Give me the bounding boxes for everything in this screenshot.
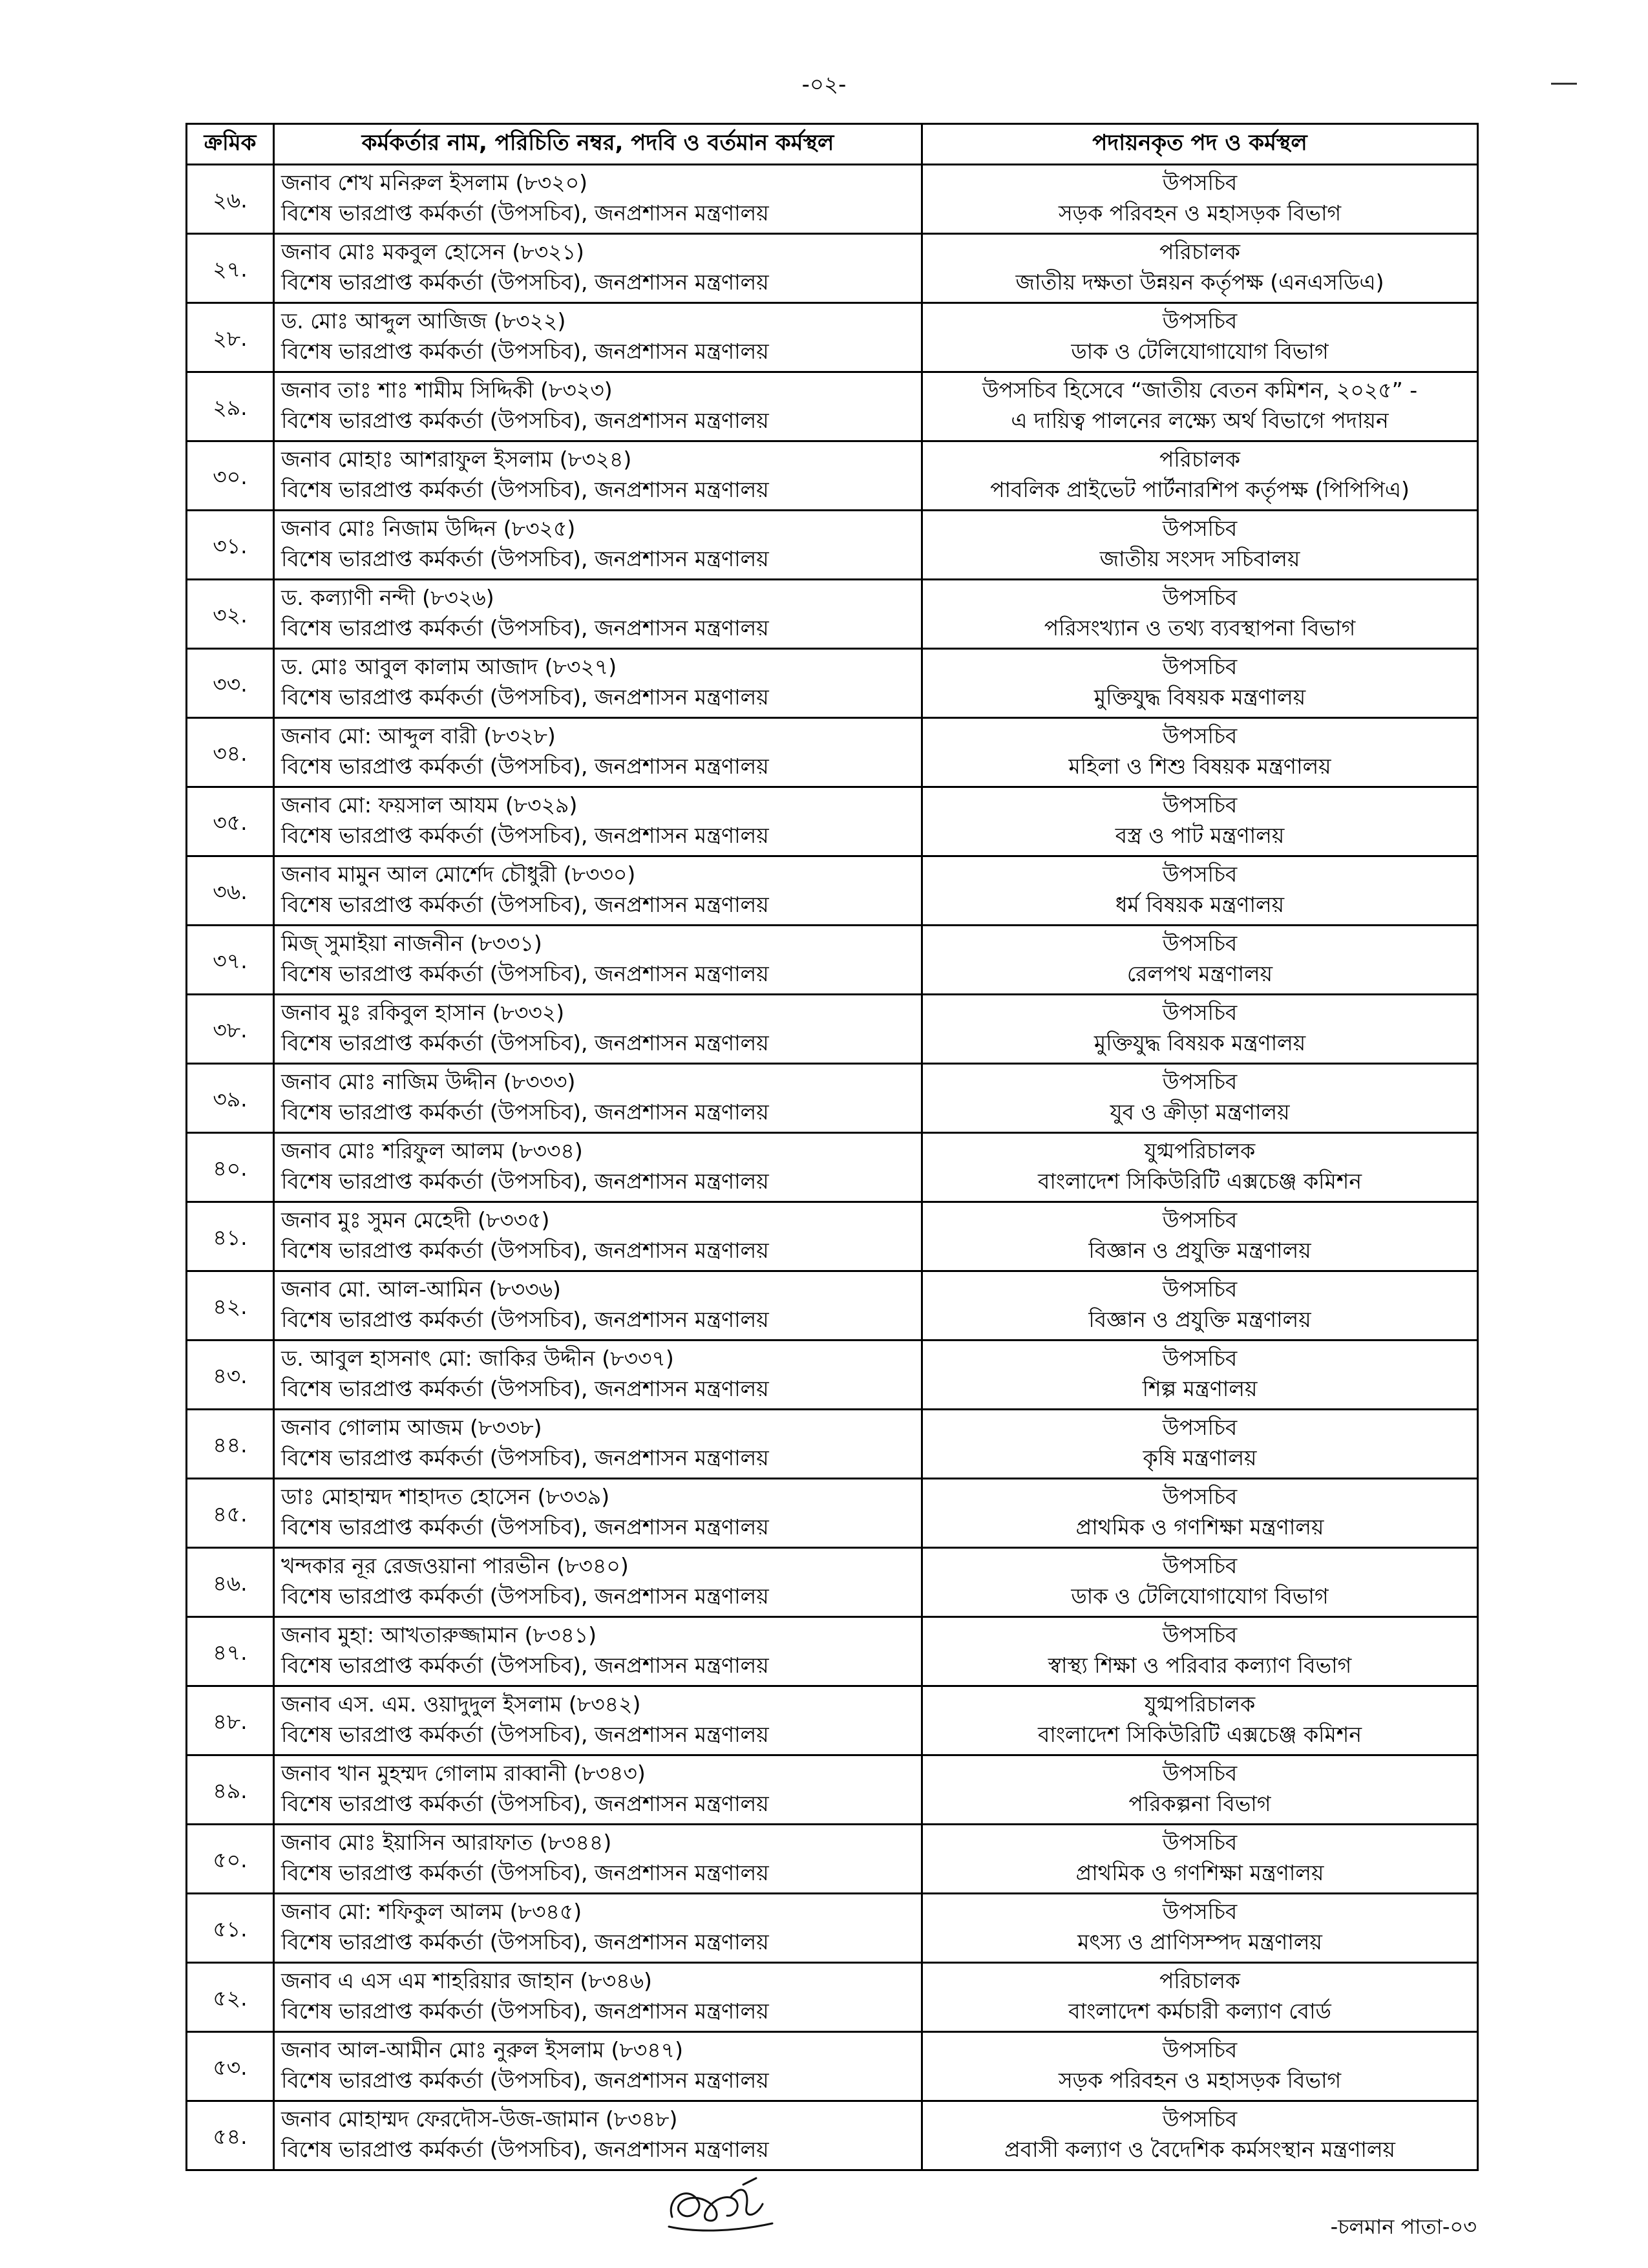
officer-designation: বিশেষ ভারপ্রাপ্ত কর্মকর্তা (উপসচিব), জনপ্রশাসন মন্ত্রণালয় [281, 477, 769, 502]
table-row [187, 649, 1478, 718]
officer-name: ড. মোঃ আব্দুল আজিজ (৮৩২২) [281, 308, 566, 334]
posted-workplace: জাতীয় দক্ষতা উন্নয়ন কর্তৃপক্ষ (এনএসডিএ) [1015, 270, 1384, 295]
table-row [187, 1686, 1478, 1755]
posted-designation: উপসচিব [1162, 308, 1238, 334]
officer-name: জনাব মামুন আল মোর্শেদ চৌধুরী (৮৩৩০) [281, 862, 636, 887]
posted-designation: উপসচিব [1162, 1484, 1238, 1509]
table-row [187, 1617, 1478, 1686]
posting-cell [922, 1825, 1478, 1894]
table-row [187, 511, 1478, 580]
officer-designation: বিশেষ ভারপ্রাপ্ত কর্মকর্তা (উপসচিব), জনপ্রশাসন মন্ত্রণালয় [281, 2137, 769, 2162]
table-row [187, 2032, 1478, 2101]
table-row [187, 1755, 1478, 1825]
table-row [187, 718, 1478, 787]
posted-designation: যুগ্মপরিচালক [1144, 1138, 1256, 1163]
officer-cell [274, 1548, 922, 1617]
officer-name: জনাব খান মুহম্মদ গোলাম রাব্বানী (৮৩৪৩) [281, 1761, 646, 1786]
row-serial: ৫১. [187, 1894, 274, 1963]
posted-designation: উপসচিব [1162, 1553, 1238, 1578]
posting-cell [922, 1133, 1478, 1202]
posted-workplace: যুব ও ক্রীড়া মন্ত্রণালয় [1110, 1099, 1290, 1125]
posted-workplace: মৎস্য ও প্রাণিসম্পদ মন্ত্রণালয় [1077, 1929, 1322, 1955]
officer-name: জনাব মোঃ নিজাম উদ্দিন (৮৩২৫) [281, 516, 576, 541]
table-row [187, 1341, 1478, 1410]
posted-designation: উপসচিব [1162, 1346, 1238, 1371]
officer-cell [274, 2032, 922, 2101]
officer-cell [274, 234, 922, 303]
officer-designation: বিশেষ ভারপ্রাপ্ত কর্মকর্তা (উপসচিব), জনপ্রশাসন মন্ত্রণালয় [281, 1169, 769, 1194]
officer-designation: বিশেষ ভারপ্রাপ্ত কর্মকর্তা (উপসচিব), জনপ্রশাসন মন্ত্রণালয় [281, 1998, 769, 2024]
officer-name: জনাব এ এস এম শাহরিয়ার জাহান (৮৩৪৬) [281, 1968, 652, 1993]
posted-designation: উপসচিব [1162, 1415, 1238, 1440]
posting-cell [922, 1548, 1478, 1617]
table-row [187, 787, 1478, 856]
posted-designation: উপসচিব [1162, 1069, 1238, 1094]
posted-designation: যুগ্মপরিচালক [1144, 1691, 1256, 1717]
page-number: -০২- [801, 72, 847, 98]
posted-workplace: বাংলাদেশ কর্মচারী কল্যাণ বোর্ড [1068, 1998, 1331, 2024]
posted-designation: পরিচালক [1159, 1968, 1241, 1993]
row-serial: ৩০. [187, 441, 274, 511]
posting-cell [922, 165, 1478, 234]
row-serial: ৪৩. [187, 1341, 274, 1410]
posting-cell [922, 1202, 1478, 1271]
posted-workplace: সড়ক পরিবহন ও মহাসড়ক বিভাগ [1058, 200, 1342, 226]
posting-cell [922, 1410, 1478, 1479]
posting-cell [922, 856, 1478, 926]
posted-workplace: বিজ্ঞান ও প্রযুক্তি মন্ত্রণালয় [1088, 1238, 1311, 1263]
table-row [187, 234, 1478, 303]
officer-name: জনাব এস. এম. ওয়াদুদুল ইসলাম (৮৩৪২) [281, 1691, 641, 1717]
officer-cell [274, 1410, 922, 1479]
officer-name: ডাঃ মোহাম্মদ শাহাদত হোসেন (৮৩৩৯) [281, 1484, 610, 1509]
table-row [187, 580, 1478, 649]
posting-cell [922, 1894, 1478, 1963]
officer-designation: বিশেষ ভারপ্রাপ্ত কর্মকর্তা (উপসচিব), জনপ্রশাসন মন্ত্রণালয় [281, 408, 769, 433]
header-officer: কর্মকর্তার নাম, পরিচিতি নম্বর, পদবি ও বর্তমান কর্মস্থল [274, 124, 922, 165]
posted-designation: উপসচিব [1162, 1830, 1238, 1855]
officer-name: মিজ্ সুমাইয়া নাজনীন (৮৩৩১) [281, 931, 542, 956]
posting-cell [922, 1064, 1478, 1133]
posting-cell [922, 372, 1478, 441]
header-posting: পদায়নকৃত পদ ও কর্মস্থল [922, 124, 1478, 165]
officer-cell [274, 2101, 922, 2170]
officer-name: জনাব মোঃ নাজিম উদ্দীন (৮৩৩৩) [281, 1069, 576, 1094]
officer-posting-table [185, 123, 1479, 2171]
row-serial: ৩৮. [187, 995, 274, 1064]
posted-workplace: বিজ্ঞান ও প্রযুক্তি মন্ত্রণালয় [1088, 1307, 1311, 1332]
posted-workplace: কৃষি মন্ত্রণালয় [1143, 1445, 1257, 1470]
posting-cell [922, 1271, 1478, 1341]
officer-designation: বিশেষ ভারপ্রাপ্ত কর্মকর্তা (উপসচিব), জনপ্রশাসন মন্ত্রণালয় [281, 1791, 769, 1816]
posted-workplace: প্রাথমিক ও গণশিক্ষা মন্ত্রণালয় [1075, 1514, 1324, 1540]
officer-designation: বিশেষ ভারপ্রাপ্ত কর্মকর্তা (উপসচিব), জনপ্রশাসন মন্ত্রণালয় [281, 1307, 769, 1332]
officer-designation: বিশেষ ভারপ্রাপ্ত কর্মকর্তা (উপসচিব), জনপ্রশাসন মন্ত্রণালয় [281, 1238, 769, 1263]
officer-cell [274, 995, 922, 1064]
posted-workplace: বস্ত্র ও পাট মন্ত্রণালয় [1115, 823, 1285, 848]
posted-designation: উপসচিব [1162, 1899, 1238, 1924]
officer-name: জনাব তাঃ শাঃ শামীম সিদ্দিকী (৮৩২৩) [281, 377, 613, 403]
officer-name: জনাব মুঃ সুমন মেহেদী (৮৩৩৫) [281, 1207, 550, 1233]
posted-designation: উপসচিব [1162, 723, 1238, 748]
table-row [187, 441, 1478, 511]
posted-workplace: বাংলাদেশ সিকিউরিটি এক্সচেঞ্জ কমিশন [1037, 1169, 1362, 1194]
officer-designation: বিশেষ ভারপ্রাপ্ত কর্মকর্তা (উপসচিব), জনপ্রশাসন মন্ত্রণালয় [281, 754, 769, 779]
posted-workplace: ডাক ও টেলিযোগাযোগ বিভাগ [1071, 339, 1329, 364]
posted-workplace: মুক্তিযুদ্ধ বিষয়ক মন্ত্রণালয় [1093, 1030, 1306, 1055]
row-serial: ৫০. [187, 1825, 274, 1894]
officer-designation: বিশেষ ভারপ্রাপ্ত কর্মকর্তা (উপসচিব), জনপ্রশাসন মন্ত্রণালয় [281, 1929, 769, 1955]
officer-name: জনাব মো. আল-আমিন (৮৩৩৬) [281, 1277, 561, 1302]
row-serial: ৩৫. [187, 787, 274, 856]
officer-cell [274, 372, 922, 441]
table-row [187, 1894, 1478, 1963]
posting-cell [922, 649, 1478, 718]
officer-name: ড. মোঃ আবুল কালাম আজাদ (৮৩২৭) [281, 654, 617, 679]
officer-name: জনাব মো: শফিকুল আলম (৮৩৪৫) [281, 1899, 582, 1924]
table-header-row [187, 124, 1478, 165]
posted-designation: উপসচিব [1162, 2037, 1238, 2062]
posted-workplace: জাতীয় সংসদ সচিবালয় [1099, 546, 1300, 571]
table-row [187, 1202, 1478, 1271]
officer-cell [274, 1617, 922, 1686]
officer-cell [274, 441, 922, 511]
row-serial: ৩৯. [187, 1064, 274, 1133]
officer-designation: বিশেষ ভারপ্রাপ্ত কর্মকর্তা (উপসচিব), জনপ্রশাসন মন্ত্রণালয় [281, 1653, 769, 1678]
officer-designation: বিশেষ ভারপ্রাপ্ত কর্মকর্তা (উপসচিব), জনপ্রশাসন মন্ত্রণালয় [281, 1584, 769, 1609]
table-row [187, 1271, 1478, 1341]
posting-cell [922, 1686, 1478, 1755]
row-serial: ৪১. [187, 1202, 274, 1271]
table-row [187, 1963, 1478, 2032]
officer-designation: বিশেষ ভারপ্রাপ্ত কর্মকর্তা (উপসচিব), জনপ্রশাসন মন্ত্রণালয় [281, 1722, 769, 1747]
posted-designation: উপসচিব [1162, 862, 1238, 887]
posting-cell [922, 1341, 1478, 1410]
row-serial: ৪০. [187, 1133, 274, 1202]
row-serial: ৩২. [187, 580, 274, 649]
row-serial: ৪২. [187, 1271, 274, 1341]
officer-name: জনাব মোঃ ইয়াসিন আরাফাত (৮৩৪৪) [281, 1830, 612, 1855]
officer-cell [274, 787, 922, 856]
officer-designation: বিশেষ ভারপ্রাপ্ত কর্মকর্তা (উপসচিব), জনপ্রশাসন মন্ত্রণালয় [281, 1099, 769, 1125]
posting-cell [922, 234, 1478, 303]
officer-name: জনাব মোহাঃ আশরাফুল ইসলাম (৮৩২৪) [281, 447, 632, 472]
posted-designation: পরিচালক [1159, 447, 1241, 472]
posting-cell [922, 1963, 1478, 2032]
row-serial: ৫৪. [187, 2101, 274, 2170]
row-serial: ৪৬. [187, 1548, 274, 1617]
table-row [187, 1064, 1478, 1133]
officer-designation: বিশেষ ভারপ্রাপ্ত কর্মকর্তা (উপসচিব), জনপ্রশাসন মন্ত্রণালয় [281, 1445, 769, 1470]
posted-designation: পরিচালক [1159, 239, 1241, 264]
officer-cell [274, 649, 922, 718]
table-row [187, 1479, 1478, 1548]
officer-cell [274, 856, 922, 926]
posting-cell [922, 303, 1478, 372]
posted-workplace: সড়ক পরিবহন ও মহাসড়ক বিভাগ [1058, 2068, 1342, 2093]
posting-cell [922, 441, 1478, 511]
officer-cell [274, 1271, 922, 1341]
officer-designation: বিশেষ ভারপ্রাপ্ত কর্মকর্তা (উপসচিব), জনপ্রশাসন মন্ত্রণালয় [281, 615, 769, 641]
row-serial: ২৭. [187, 234, 274, 303]
row-serial: ৪৯. [187, 1755, 274, 1825]
officer-designation: বিশেষ ভারপ্রাপ্ত কর্মকর্তা (উপসচিব), জনপ্রশাসন মন্ত্রণালয় [281, 823, 769, 848]
officer-name: জনাব গোলাম আজম (৮৩৩৮) [281, 1415, 542, 1440]
row-serial: ২৯. [187, 372, 274, 441]
officer-name: খন্দকার নূর রেজওয়ানা পারভীন (৮৩৪০) [281, 1553, 629, 1578]
row-serial: ৪৮. [187, 1686, 274, 1755]
officer-name: জনাব মো: আব্দুল বারী (৮৩২৮) [281, 723, 556, 748]
posted-workplace: প্রাথমিক ও গণশিক্ষা মন্ত্রণালয় [1075, 1860, 1324, 1885]
table-row [187, 1825, 1478, 1894]
officer-cell [274, 580, 922, 649]
officer-designation: বিশেষ ভারপ্রাপ্ত কর্মকর্তা (উপসচিব), জনপ্রশাসন মন্ত্রণালয় [281, 684, 769, 710]
officer-cell [274, 718, 922, 787]
officer-name: ড. আবুল হাসনাৎ মো: জাকির উদ্দীন (৮৩৩৭) [281, 1346, 674, 1371]
posted-workplace: শিল্প মন্ত্রণালয় [1142, 1376, 1258, 1401]
officer-cell [274, 1479, 922, 1548]
officer-designation: বিশেষ ভারপ্রাপ্ত কর্মকর্তা (উপসচিব), জনপ্রশাসন মন্ত্রণালয় [281, 270, 769, 295]
row-serial: ৫৩. [187, 2032, 274, 2101]
posted-workplace: পরিসংখ্যান ও তথ্য ব্যবস্থাপনা বিভাগ [1044, 615, 1356, 641]
posted-designation: উপসচিব [1162, 1207, 1238, 1233]
posted-designation: উপসচিব [1162, 585, 1238, 610]
table-row [187, 1133, 1478, 1202]
officer-name: জনাব মোঃ শরিফুল আলম (৮৩৩৪) [281, 1138, 583, 1163]
table-row [187, 995, 1478, 1064]
posted-designation: উপসচিব [1162, 1000, 1238, 1025]
officer-name: জনাব শেখ মনিরুল ইসলাম (৮৩২০) [281, 170, 588, 195]
officer-cell [274, 165, 922, 234]
row-serial: ৪৫. [187, 1479, 274, 1548]
officer-name: জনাব মুঃ রকিবুল হাসান (৮৩৩২) [281, 1000, 565, 1025]
row-serial: ৩১. [187, 511, 274, 580]
posted-workplace: ধর্ম বিষয়ক মন্ত্রণালয় [1115, 892, 1285, 917]
officer-cell [274, 1133, 922, 1202]
posted-workplace: প্রবাসী কল্যাণ ও বৈদেশিক কর্মসংস্থান মন্ত্রণালয় [1004, 2137, 1395, 2162]
officer-name: জনাব মোহাম্মদ ফেরদৌস-উজ-জামান (৮৩৪৮) [281, 2106, 678, 2132]
posting-cell [922, 787, 1478, 856]
officer-designation: বিশেষ ভারপ্রাপ্ত কর্মকর্তা (উপসচিব), জনপ্রশাসন মন্ত্রণালয় [281, 892, 769, 917]
posted-workplace: পরিকল্পনা বিভাগ [1128, 1791, 1271, 1816]
posted-designation: উপসচিব [1162, 1761, 1238, 1786]
posted-designation: উপসচিব হিসেবে “জাতীয় বেতন কমিশন, ২০২৫” - [982, 377, 1418, 403]
officer-designation: বিশেষ ভারপ্রাপ্ত কর্মকর্তা (উপসচিব), জনপ্রশাসন মন্ত্রণালয় [281, 546, 769, 571]
table-body [187, 165, 1478, 2170]
posted-workplace: পাবলিক প্রাইভেট পার্টনারশিপ কর্তৃপক্ষ (পিপিপিএ) [990, 477, 1410, 502]
posted-designation: উপসচিব [1162, 1622, 1238, 1648]
table-row [187, 926, 1478, 995]
officer-name: জনাব মুহা: আখতারুজ্জামান (৮৩৪১) [281, 1622, 597, 1648]
posted-workplace: ডাক ও টেলিযোগাযোগ বিভাগ [1071, 1584, 1329, 1609]
officer-name: জনাব আল-আমীন মোঃ নুরুল ইসলাম (৮৩৪৭) [281, 2037, 683, 2062]
posting-cell [922, 1755, 1478, 1825]
officer-designation: বিশেষ ভারপ্রাপ্ত কর্মকর্তা (উপসচিব), জনপ্রশাসন মন্ত্রণালয় [281, 1860, 769, 1885]
posted-designation: উপসচিব [1162, 2106, 1238, 2132]
officer-cell [274, 1825, 922, 1894]
officer-designation: বিশেষ ভারপ্রাপ্ত কর্মকর্তা (উপসচিব), জনপ্রশাসন মন্ত্রণালয় [281, 1514, 769, 1540]
posted-workplace: মুক্তিযুদ্ধ বিষয়ক মন্ত্রণালয় [1093, 684, 1306, 710]
posted-workplace: মহিলা ও শিশু বিষয়ক মন্ত্রণালয় [1068, 754, 1331, 779]
row-serial: ৩৪. [187, 718, 274, 787]
officer-designation: বিশেষ ভারপ্রাপ্ত কর্মকর্তা (উপসচিব), জনপ্রশাসন মন্ত্রণালয় [281, 200, 769, 226]
posted-designation: উপসচিব [1162, 654, 1238, 679]
posting-cell [922, 926, 1478, 995]
table-row [187, 165, 1478, 234]
officer-designation: বিশেষ ভারপ্রাপ্ত কর্মকর্তা (উপসচিব), জনপ্রশাসন মন্ত্রণালয় [281, 339, 769, 364]
posted-designation: উপসচিব [1162, 931, 1238, 956]
officer-name: জনাব মোঃ মকবুল হোসেন (৮৩২১) [281, 239, 584, 264]
posted-workplace: বাংলাদেশ সিকিউরিটি এক্সচেঞ্জ কমিশন [1037, 1722, 1362, 1747]
header-serial: ক্রমিক [187, 124, 274, 165]
row-serial: ৫২. [187, 1963, 274, 2032]
posting-cell [922, 2101, 1478, 2170]
posting-cell [922, 1479, 1478, 1548]
row-serial: ৩৩. [187, 649, 274, 718]
table-row [187, 1410, 1478, 1479]
continuation-note: -চলমান পাতা-০৩ [1330, 2214, 1477, 2239]
row-serial: ৩৬. [187, 856, 274, 926]
officer-cell [274, 1202, 922, 1271]
posting-cell [922, 2032, 1478, 2101]
row-serial: ২৬. [187, 165, 274, 234]
posted-designation: উপসচিব [1162, 792, 1238, 818]
officer-cell [274, 1963, 922, 2032]
posting-cell [922, 580, 1478, 649]
row-serial: ২৮. [187, 303, 274, 372]
row-serial: ৩৭. [187, 926, 274, 995]
signature [659, 2172, 782, 2243]
officer-cell [274, 1755, 922, 1825]
row-serial: ৪৭. [187, 1617, 274, 1686]
posted-workplace: এ দায়িত্ব পালনের লক্ষ্যে অর্থ বিভাগে পদায়ন [1011, 408, 1389, 433]
officer-cell [274, 1894, 922, 1963]
officer-name: ড. কল্যাণী নন্দী (৮৩২৬) [281, 585, 494, 610]
officer-cell [274, 1064, 922, 1133]
officer-cell [274, 303, 922, 372]
posted-workplace: স্বাস্থ্য শিক্ষা ও পরিবার কল্যাণ বিভাগ [1048, 1653, 1352, 1678]
posted-workplace: রেলপথ মন্ত্রণালয় [1126, 961, 1273, 986]
officer-designation: বিশেষ ভারপ্রাপ্ত কর্মকর্তা (উপসচিব), জনপ্রশাসন মন্ত্রণালয় [281, 1030, 769, 1055]
officer-cell [274, 926, 922, 995]
posting-cell [922, 1617, 1478, 1686]
row-serial: ৪৪. [187, 1410, 274, 1479]
posted-designation: উপসচিব [1162, 516, 1238, 541]
table-row [187, 2101, 1478, 2170]
officer-designation: বিশেষ ভারপ্রাপ্ত কর্মকর্তা (উপসচিব), জনপ্রশাসন মন্ত্রণালয় [281, 1376, 769, 1401]
officer-designation: বিশেষ ভারপ্রাপ্ত কর্মকর্তা (উপসচিব), জনপ্রশাসন মন্ত্রণালয় [281, 961, 769, 986]
table-row [187, 303, 1478, 372]
officer-designation: বিশেষ ভারপ্রাপ্ত কর্মকর্তা (উপসচিব), জনপ্রশাসন মন্ত্রণালয় [281, 2068, 769, 2093]
table-row [187, 372, 1478, 441]
posting-cell [922, 995, 1478, 1064]
officer-cell [274, 511, 922, 580]
posted-designation: উপসচিব [1162, 170, 1238, 195]
officer-cell [274, 1341, 922, 1410]
edge-mark [1551, 83, 1577, 85]
table-row [187, 856, 1478, 926]
posting-cell [922, 511, 1478, 580]
officer-cell [274, 1686, 922, 1755]
table-row [187, 1548, 1478, 1617]
posted-designation: উপসচিব [1162, 1277, 1238, 1302]
officer-name: জনাব মো: ফয়সাল আযম (৮৩২৯) [281, 792, 578, 818]
posting-cell [922, 718, 1478, 787]
